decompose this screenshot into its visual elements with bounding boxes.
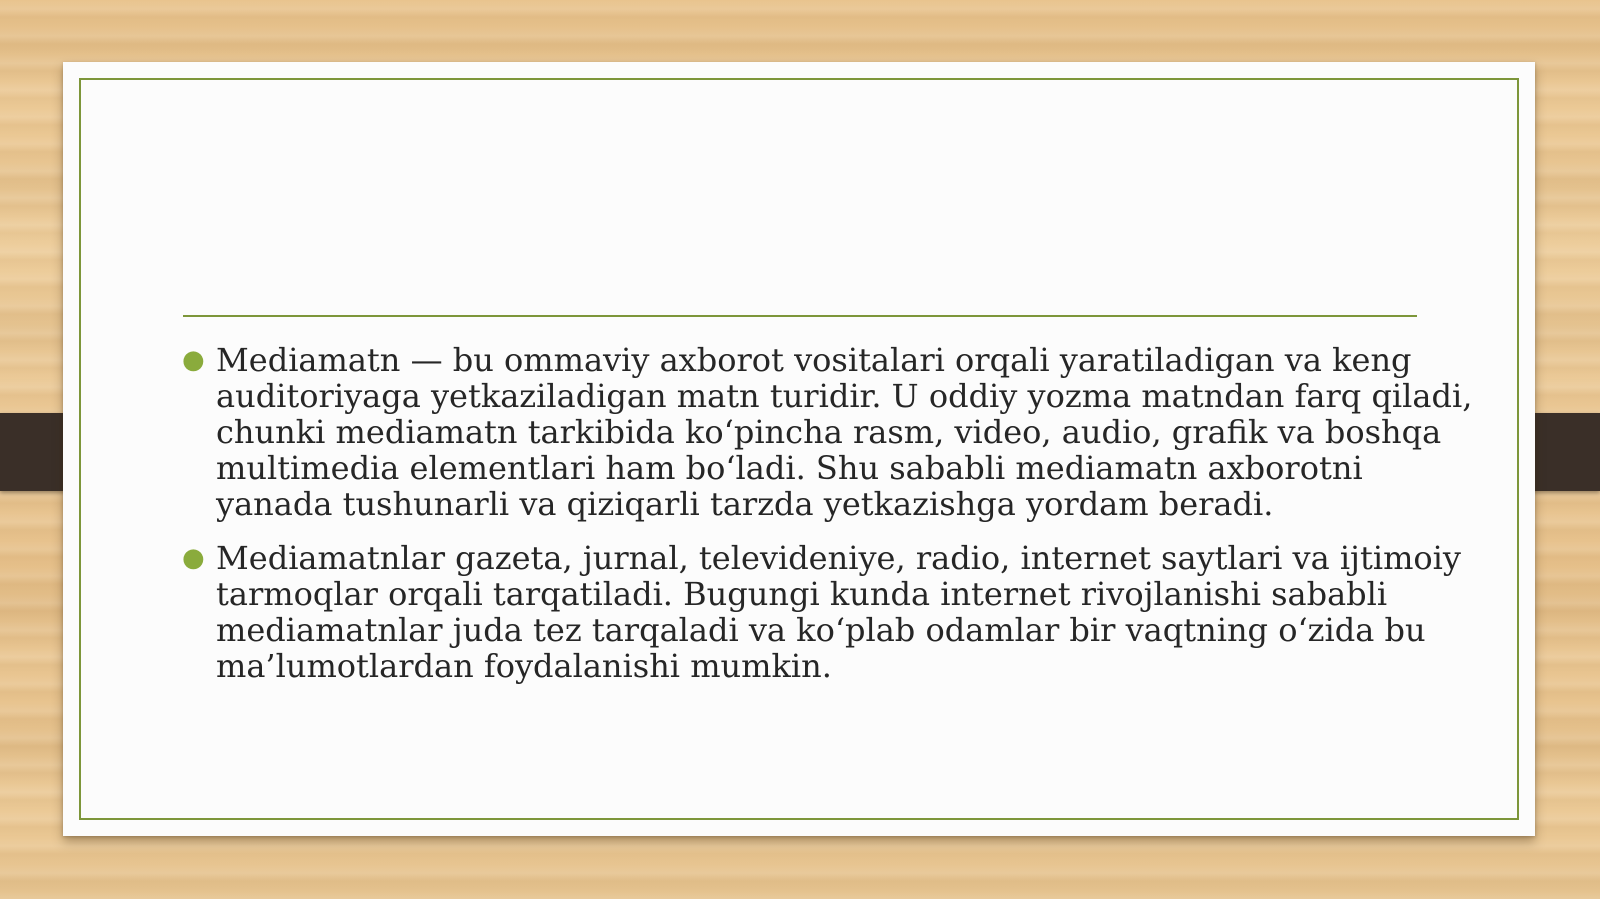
slide-content [180, 342, 1480, 702]
bullet-item-2 [180, 540, 1480, 684]
bullet-text-1: Mediamatn — bu ommaviy axborot vositalari orqali yaratiladigan va keng auditoriyaga yetkaziladigan matn turidir. U oddiy yozma matndan farq qiladi, chunki mediamatn tarkibida ko‘pincha rasm, video, audio, grafik va boshqa multimedia elementlari ham bo‘ladi. Shu sababli mediamatn axborotni yanada tushunarli va qiziqarli tarzda yetkazishga yordam beradi. [216, 341, 1473, 523]
title-divider-line [183, 315, 1417, 317]
bullet-dot-icon: ● [182, 345, 205, 375]
bullet-dot-icon: ● [182, 543, 205, 573]
bullet-text-2: Mediamatnlar gazeta, jurnal, televideniye, radio, internet saytlari va ijtimoiy tarmoqlar orqali tarqatiladi. Bugungi kunda internet rivojlanishi sababli mediamatnlar juda tez tarqaladi va ko‘plab odamlar bir vaqtning o‘zida bu ma’lumotlardan foydalanishi mumkin. [216, 539, 1461, 685]
bullet-item-1 [180, 342, 1480, 522]
bullet-list [180, 342, 1480, 684]
slide-canvas [63, 62, 1535, 836]
